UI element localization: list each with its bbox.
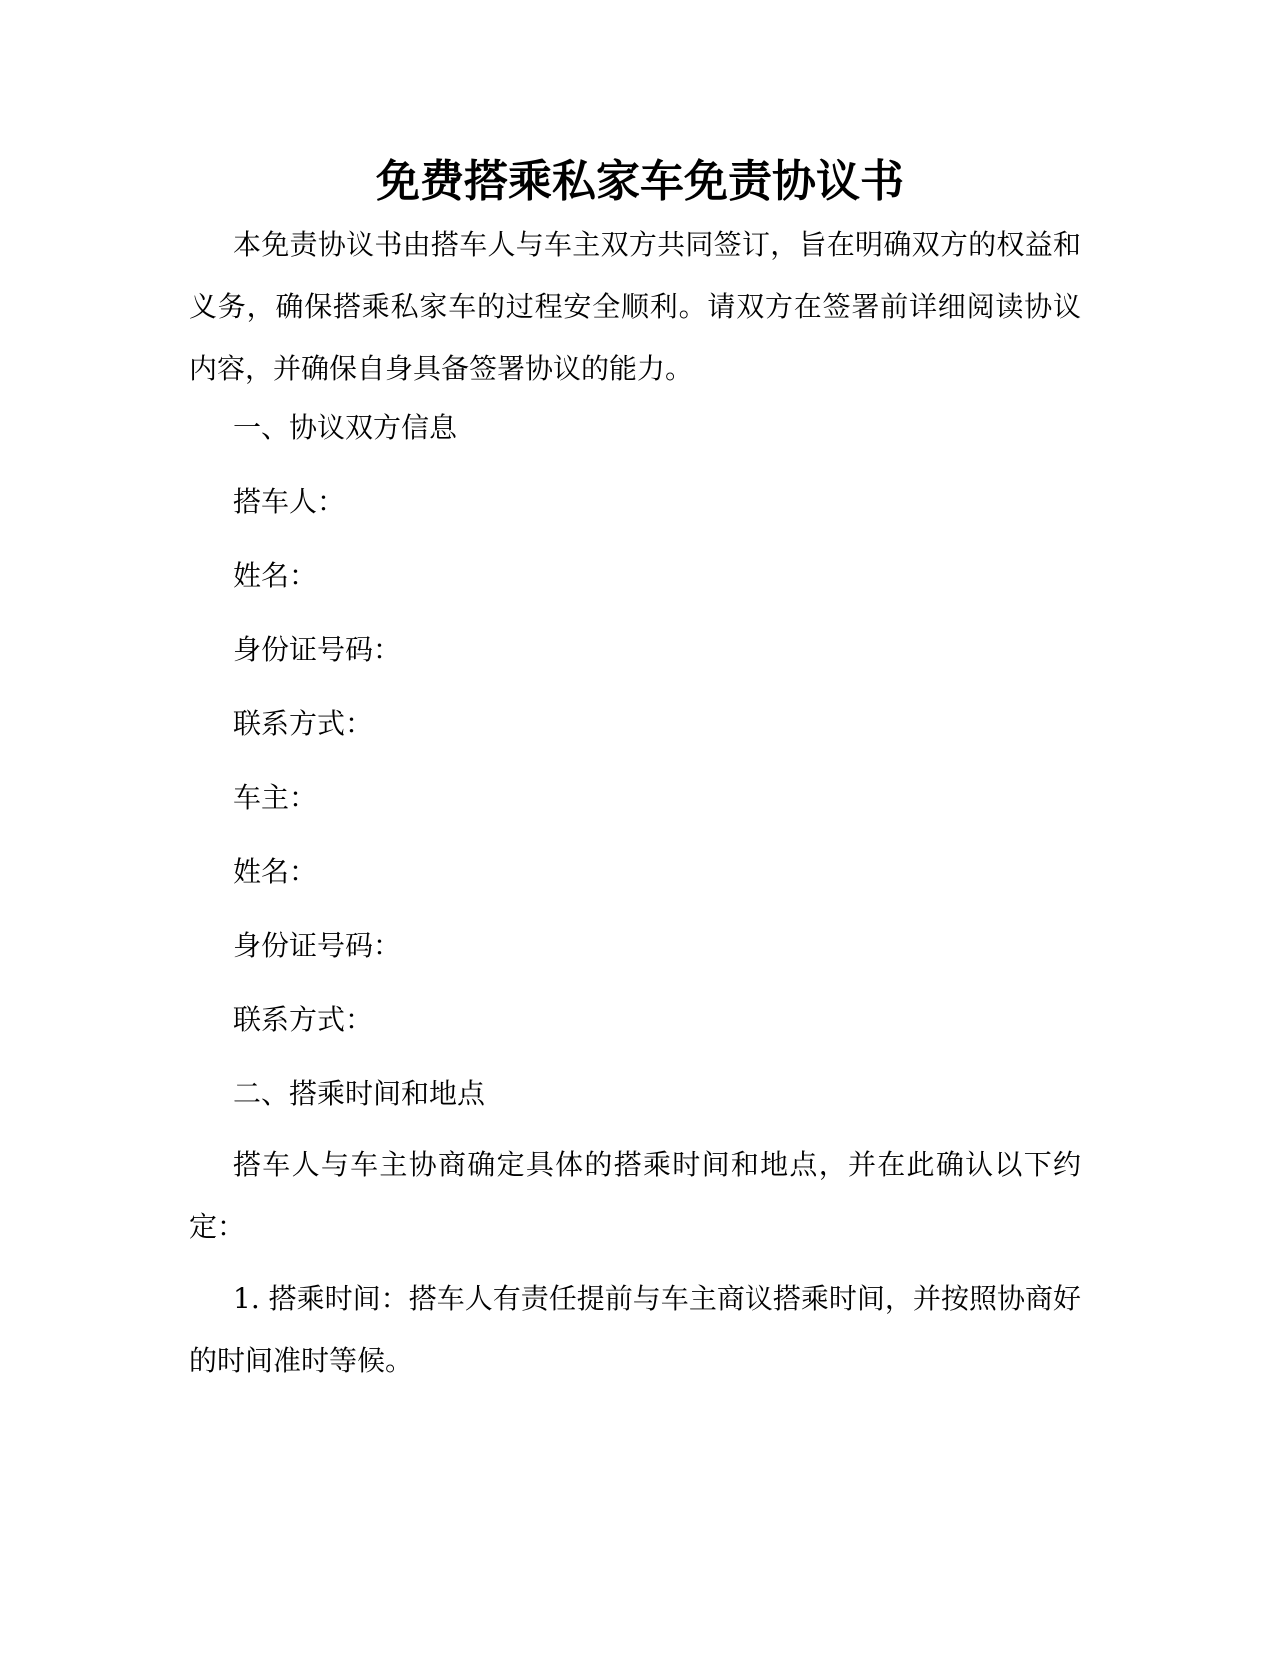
section1-heading: 一、协议双方信息 <box>233 411 458 444</box>
section2-intro-paragraph: 搭车人与车主协商确定具体的搭乘时间和地点，并在此确认以下约定： <box>189 1148 1081 1243</box>
owner-id-field: 身份证号码： <box>233 929 402 962</box>
section2-item1-paragraph: 1. 搭乘时间：搭车人有责任提前与车主商议搭乘时间，并按照协商好的时间准时等候。 <box>189 1282 1081 1377</box>
intro-paragraph: 本免责协议书由搭车人与车主双方共同签订，旨在明确双方的权益和义务，确保搭乘私家车的过程安全顺利。请双方在签署前详细阅读协议内容，并确保自身具备签署协议的能力。 <box>189 228 1081 385</box>
owner-label: 车主： <box>233 781 318 814</box>
owner-name-field: 姓名： <box>233 855 318 888</box>
passenger-contact-field: 联系方式： <box>233 707 374 740</box>
passenger-name-field: 姓名： <box>233 559 318 592</box>
section2-heading: 二、搭乘时间和地点 <box>233 1077 486 1110</box>
owner-contact-field: 联系方式： <box>233 1003 374 1036</box>
passenger-label: 搭车人： <box>233 485 346 518</box>
passenger-id-field: 身份证号码： <box>233 633 402 666</box>
document-title: 免费搭乘私家车免责协议书 <box>376 156 904 207</box>
